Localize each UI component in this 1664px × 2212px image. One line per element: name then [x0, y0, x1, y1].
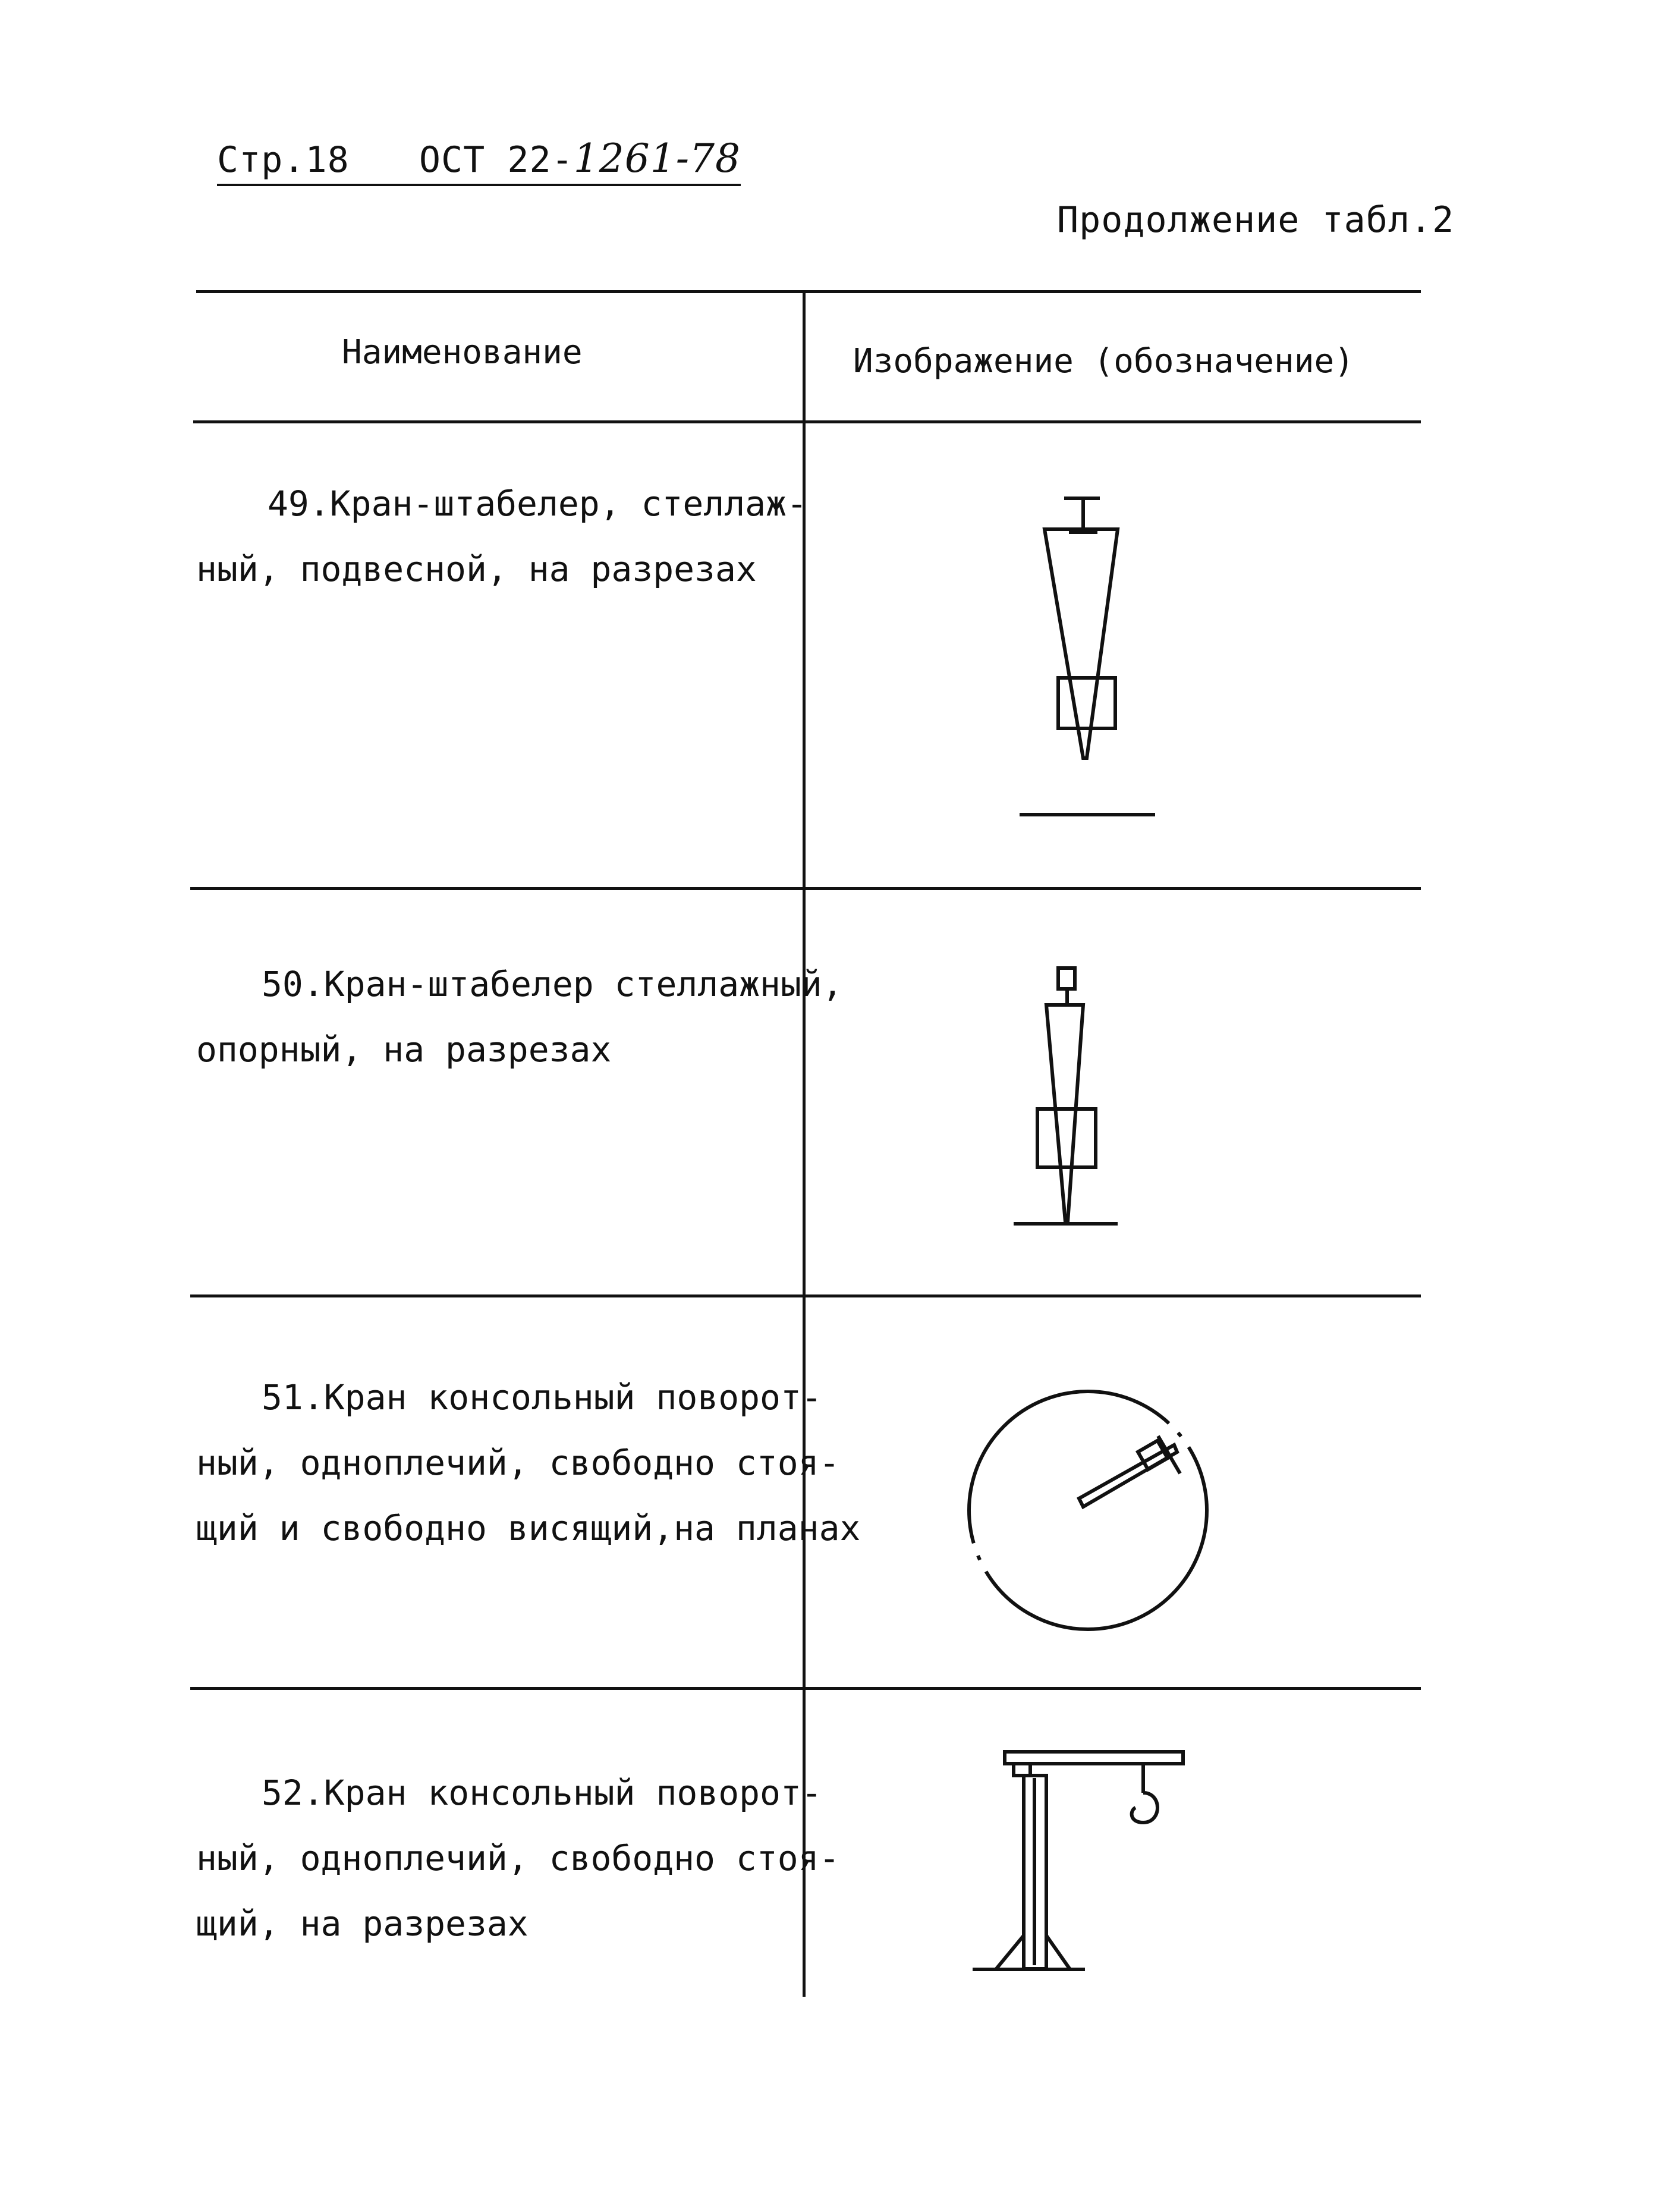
row-text-line: ный, одноплечий, свободно стоя- [196, 1443, 840, 1483]
row-text-line: опорный, на разрезах [196, 1029, 612, 1070]
table-continuation-label: Продолжение табл.2 [1057, 199, 1455, 241]
row-text-line: 49.Кран-штабелер, стеллаж- [268, 483, 807, 524]
column-header-name: Наименование [342, 333, 583, 372]
standard-number: 1261-78 [573, 136, 741, 181]
standard-code: ОСТ 22- [419, 139, 574, 181]
jib-crane-section-icon [973, 1752, 1183, 1969]
row-text-line: 50.Кран-штабелер стеллажный, [262, 964, 843, 1004]
stacker-crane-suspended-icon [1020, 498, 1155, 815]
row-text-line: щий, на разрезах [196, 1903, 529, 1944]
jib-crane-plan-icon [969, 1391, 1207, 1629]
row-text-line: ный, одноплечий, свободно стоя- [196, 1838, 840, 1878]
stacker-crane-supported-icon [1014, 968, 1118, 1224]
row-text-line: ный, подвесной, на разрезах [196, 549, 757, 589]
row-text-line: 52.Кран консольный поворот- [262, 1773, 822, 1813]
column-header-image: Изображение (обозначение) [853, 342, 1354, 381]
page-label: Стр.18 [217, 139, 350, 181]
row-text-line: 51.Кран консольный поворот- [262, 1377, 822, 1418]
row-text-line: щий и свободно висящий,на планах [196, 1508, 861, 1548]
